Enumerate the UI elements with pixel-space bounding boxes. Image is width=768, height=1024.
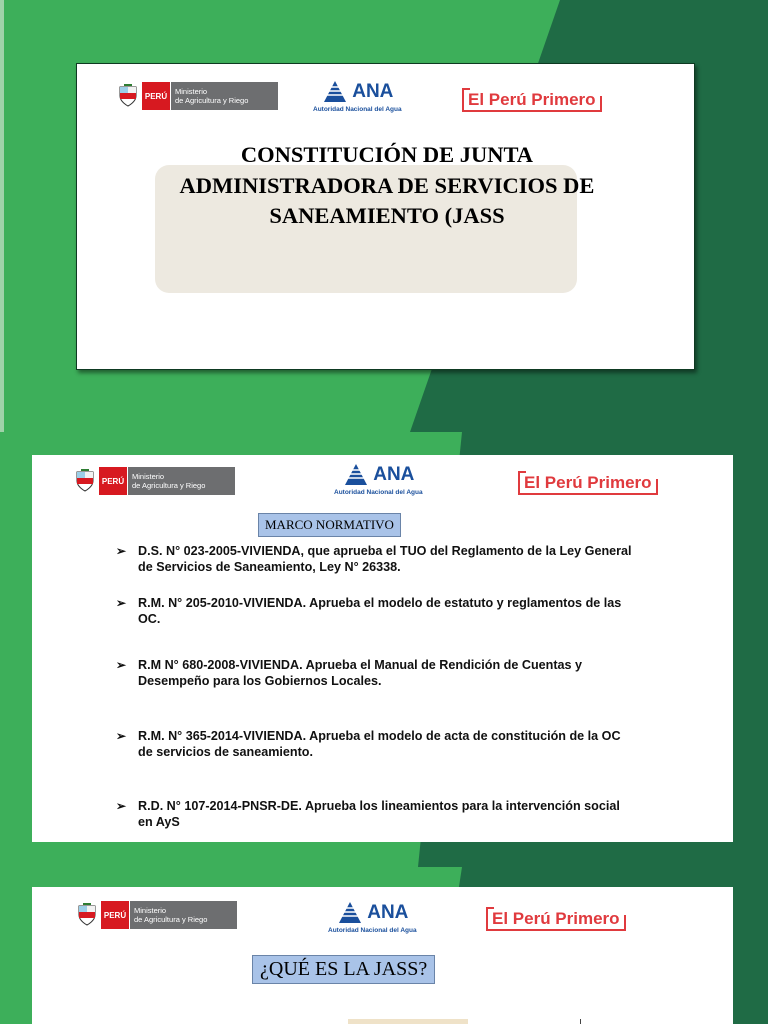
peru-label: PERÚ [142,82,170,110]
ana-wordmark: ANA [367,902,409,923]
list-item [116,595,636,627]
slide-band-2 [0,432,768,867]
arrow-bullet-icon: ➢ [116,544,127,558]
ministry-name [129,901,237,929]
title-slide [76,63,695,370]
arrow-bullet-icon: ➢ [116,799,127,813]
slide-band-3 [0,867,768,1024]
peru-shield-icon [76,903,98,927]
section-heading: ¿QUÉ ES LA JASS? [252,955,435,984]
ana-drop-icon [321,80,349,104]
peru-shield-icon [117,84,139,108]
list-item-text: D.S. N° 023-2005-VIVIENDA, que aprueba el TUO del Reglamento de la Ley General de Servicios de Saneamiento, Ley N° 26338. [138,544,632,574]
slide-band-1 [0,0,768,432]
list-item-text: R.M N° 680-2008-VIVIENDA. Aprueba el Manual de Rendición de Cuentas y Desempeño para los Gobiernos Locales. [138,658,583,688]
list-item [116,543,636,575]
ana-logo [328,901,417,934]
ana-wordmark: ANA [352,81,394,102]
list-item-text: R.M. N° 365-2014-VIVIENDA. Aprueba el modelo de acta de constitución de la OC de servicios de saneamiento. [138,729,621,759]
ministry-name [127,467,235,495]
ministry-line-2: de Agricultura y Riego [132,481,206,490]
section-heading: MARCO NORMATIVO [258,513,401,537]
el-peru-primero-logo: El Perú Primero [486,907,626,931]
image-fragment [348,1019,468,1024]
arrow-bullet-icon: ➢ [116,658,127,672]
ministry-logo [74,467,235,495]
ministry-line-2: de Agricultura y Riego [134,915,208,924]
peru-label: PERÚ [101,901,129,929]
slide-title: CONSTITUCIÓN DE JUNTA ADMINISTRADORA DE SERVICIOS DE SANEAMIENTO (JASS [179,142,595,228]
list-item-text: R.D. N° 107-2014-PNSR-DE. Aprueba los lineamientos para la intervención social en AyS [138,799,620,829]
list-item-text: R.M. N° 205-2010-VIVIENDA. Aprueba el modelo de estatuto y reglamentos de las OC. [138,596,622,626]
ana-subtitle: Autoridad Nacional del Agua [328,927,417,934]
ministry-line-1: Ministerio [132,472,165,481]
arrow-bullet-icon: ➢ [116,596,127,610]
ministry-name [170,82,278,110]
ana-logo [334,463,423,496]
ministry-line-1: Ministerio [175,87,208,96]
peru-label: PERÚ [99,467,127,495]
ministry-line-1: Ministerio [134,906,167,915]
ana-subtitle: Autoridad Nacional del Agua [334,489,423,496]
peru-shield-icon [74,469,96,493]
what-is-jass-slide [32,887,733,1024]
el-peru-primero-logo: El Perú Primero [518,471,658,495]
ana-drop-icon [342,463,370,487]
ana-subtitle: Autoridad Nacional del Agua [313,106,402,113]
ministry-logo [76,901,237,929]
ministry-logo [117,82,278,110]
arrow-bullet-icon: ➢ [116,729,127,743]
divider [580,1019,581,1024]
list-item [116,657,636,689]
ministry-line-2: de Agricultura y Riego [175,96,249,105]
list-item [116,798,636,830]
ana-wordmark: ANA [373,464,415,485]
list-item [116,728,636,760]
el-peru-primero-logo: El Perú Primero [462,88,602,112]
legal-framework-slide [32,455,733,842]
ana-drop-icon [336,901,364,925]
ana-logo [313,80,402,113]
